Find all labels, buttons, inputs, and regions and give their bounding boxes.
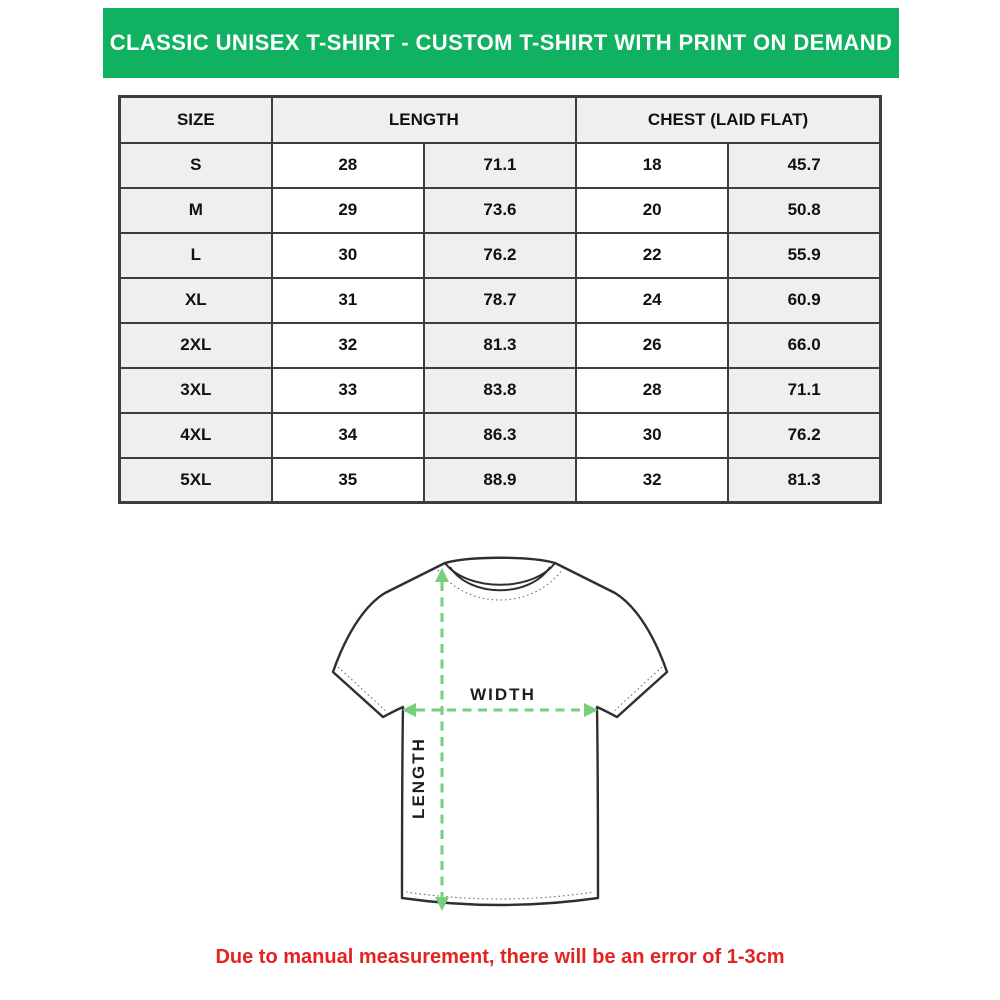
chest-inches-value: 22 xyxy=(576,233,728,278)
length-inches-value: 35 xyxy=(272,458,424,503)
size-label: L xyxy=(120,233,272,278)
length-inches-value: 31 xyxy=(272,278,424,323)
column-header-size: SIZE xyxy=(120,97,272,143)
size-chart-table xyxy=(118,95,882,504)
table-row xyxy=(120,413,881,458)
tshirt-body-outline xyxy=(333,558,667,905)
size-label: M xyxy=(120,188,272,233)
length-inches-value: 32 xyxy=(272,323,424,368)
tshirt-measurement-diagram xyxy=(320,550,680,930)
chest-inches-value: 20 xyxy=(576,188,728,233)
length-cm-value: 78.7 xyxy=(424,278,576,323)
chest-cm-value: 50.8 xyxy=(728,188,880,233)
column-header-chest: CHEST (LAID FLAT) xyxy=(576,97,880,143)
table-row xyxy=(120,278,881,323)
size-label: 4XL xyxy=(120,413,272,458)
length-inches-value: 33 xyxy=(272,368,424,413)
length-inches-value: 29 xyxy=(272,188,424,233)
table-header-row xyxy=(120,97,881,143)
length-cm-value: 88.9 xyxy=(424,458,576,503)
table-row xyxy=(120,143,881,188)
length-inches-value: 30 xyxy=(272,233,424,278)
table-row xyxy=(120,458,881,503)
chest-inches-value: 18 xyxy=(576,143,728,188)
length-inches-value: 34 xyxy=(272,413,424,458)
page-title: CLASSIC UNISEX T-SHIRT - CUSTOM T-SHIRT WITH PRINT ON DEMAND xyxy=(109,30,893,55)
length-cm-value: 76.2 xyxy=(424,233,576,278)
size-label: XL xyxy=(120,278,272,323)
chest-cm-value: 71.1 xyxy=(728,368,880,413)
table-row xyxy=(120,188,881,233)
chest-cm-value: 81.3 xyxy=(728,458,880,503)
chest-inches-value: 32 xyxy=(576,458,728,503)
chest-cm-value: 45.7 xyxy=(728,143,880,188)
width-label: WIDTH xyxy=(470,685,536,704)
table-row xyxy=(120,368,881,413)
measurement-disclaimer: Due to manual measurement, there will be an error of 1-3cm xyxy=(215,946,785,968)
chest-cm-value: 60.9 xyxy=(728,278,880,323)
size-label: 3XL xyxy=(120,368,272,413)
length-inches-value: 28 xyxy=(272,143,424,188)
table-row xyxy=(120,233,881,278)
chest-cm-value: 55.9 xyxy=(728,233,880,278)
tshirt-outline-icon xyxy=(320,550,680,930)
length-cm-value: 86.3 xyxy=(424,413,576,458)
chest-inches-value: 30 xyxy=(576,413,728,458)
length-cm-value: 83.8 xyxy=(424,368,576,413)
chest-cm-value: 66.0 xyxy=(728,323,880,368)
size-label: 5XL xyxy=(120,458,272,503)
length-cm-value: 71.1 xyxy=(424,143,576,188)
table-row xyxy=(120,323,881,368)
length-label: LENGTH xyxy=(409,737,428,819)
size-label: S xyxy=(120,143,272,188)
length-cm-value: 81.3 xyxy=(424,323,576,368)
chest-inches-value: 24 xyxy=(576,278,728,323)
title-banner xyxy=(103,8,899,78)
size-label: 2XL xyxy=(120,323,272,368)
length-cm-value: 73.6 xyxy=(424,188,576,233)
column-header-length: LENGTH xyxy=(272,97,576,143)
chest-cm-value: 76.2 xyxy=(728,413,880,458)
chest-inches-value: 26 xyxy=(576,323,728,368)
chest-inches-value: 28 xyxy=(576,368,728,413)
